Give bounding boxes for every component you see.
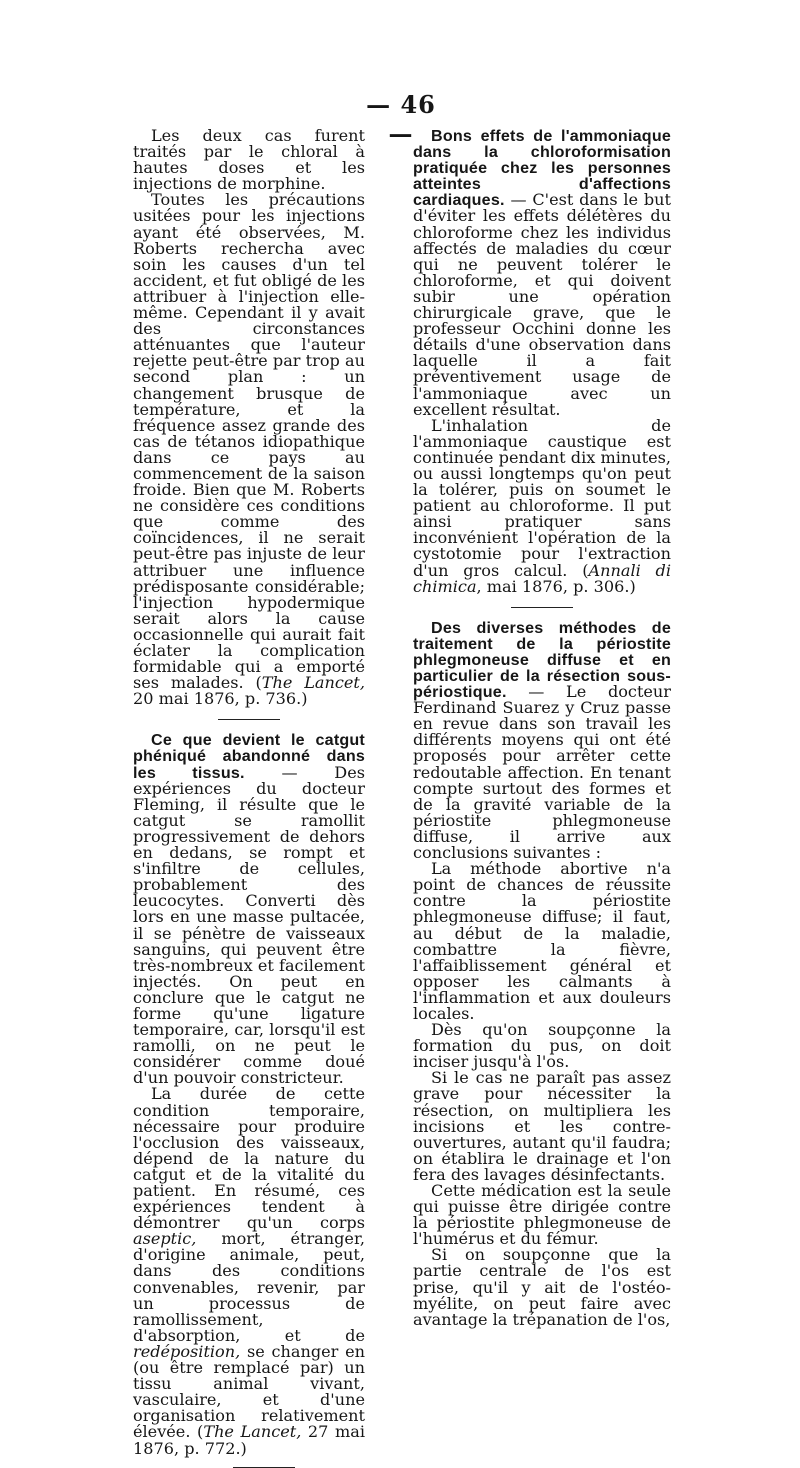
left-column [133,128,365,1468]
paragraph-text: Toutes les précautions usitées pour les injections ayant été observées, M. Roberts rechercha avec soin les causes d'un tel accident, et fut obligé de les attribuer à l'injection elle-même. Cependant il y avait des circonstances atténuantes que l'auteur rejette peut-être par trop au second plan : un changement brusque de température, et la fréquence assez grande des cas de tétanos idiopathique dans ce pays au commencement de la saison froide. Bien que M. Roberts ne considère ces conditions que comme des coïncidences, il ne serait peut-être pas injuste de leur attribuer une influence prédisposante considérable; l'injection hypodermique serait alors la cause occasionnelle qui aurait fait éclater la complication formidable qui a emporté ses malades. [133,190,365,693]
paragraph-text: L'inhalation de l'ammoniaque caustique est continuée pendant dix minutes, ou aussi longtemps qu'on peut la tolérer, puis on soumet le patient au chloroforme. Il put ainsi pratiquer sans inconvénient l'opération de la cystotomie pour l'extraction d'un gros calcul. [413,415,671,580]
article-title: Bons effets de l'ammoniaque dans la chloroformisation pratiquée chez les personnes atteintes d'affections cardiaques. [413,127,671,210]
paragraph: La durée de cette condition temporaire, nécessaire pour produire l'occlusion des vaisseaux, dépend de la nature du catgut et de la vitalité du patient. En résumé, ces expériences tendent à démontrer qu'un corps aseptic, mort, étranger, d'origine animale, peut, dans des conditions convenables, revenir, par un processus de ramollissement, d'absorption, et de redéposition, se changer en (ou être remplacé par) un tissu animal vivant, vasculaire, et d'une organisation relativement élevée. (The Lancet, 27 mai 1876, p. 772.) [133,1084,365,1458]
paragraph: La méthode abortive n'a point de chances de réussite contre la périostite phlegmoneuse diffuse; il faut, au début de la maladie, combattre la fièvre, l'affaiblissement général et opposer les calmants à l'inflammation et aux douleurs locales. [413,859,671,1023]
paragraph: Si on soupçonne que la partie centrale de l'os est prise, qu'il y ait de l'ostéo-myélite, on peut faire avec avantage la trépanation de l'os, [413,1245,671,1329]
paragraph: Cette médication est la seule qui puisse être dirigée contre la périostite phlegmoneuse de l'humérus et du fémur. [413,1181,671,1249]
section-divider [511,607,573,608]
article-text: — C'est dans le but d'éviter les effets délétères du chloroforme chez les individus affectés de maladies du cœur qui ne peuvent tolérer le chloroforme, et qui doivent subir une opération chirurgicale grave, que le professeur Occhini donne les détails d'une observation dans laquelle il a fait préventivement usage de l'ammoniaque avec un excellent résultat. [413,190,672,419]
paragraph: L'inhalation de l'ammoniaque caustique est continuée pendant dix minutes, ou aussi longtemps qu'on peut la tolérer, puis on soumet le patient au chloroforme. Il put ainsi pratiquer sans inconvénient l'opération de la cystotomie pour l'extraction d'un gros calcul. (Annali di chimica, mai 1876, p. 306.) [413,415,671,596]
paragraph: Les deux cas furent traités par le chloral à hautes doses et les injections de morphine. [133,126,365,194]
section-divider [233,1467,295,1468]
article-text: — Des expériences du docteur Fleming, il résulte que le catgut se ramollit progressivement de dehors en dedans, se rompt et s'infiltre de cellules, probablement des leucocytes. Converti dès lors en une masse pultacée, il se pénètre de vaisseaux sanguins, qui peuvent être très-nombreux et facilement injectés. On peut en conclure que le catgut ne forme qu'une ligature temporaire, car, lorsqu'il est ramolli, on ne peut le considérer comme doué d'un pouvoir constricteur. [133,762,365,1088]
paragraph-text: La durée de cette condition temporaire, nécessaire pour produire l'occlusion des vaisseaux, dépend de la nature du catgut et de la vitalité du patient. En résumé, ces expériences tendent à démontrer qu'un corps [133,1084,365,1233]
paragraph: Dès qu'on soupçonne la formation du pus, on doit inciser jusqu'à l'os. [413,1020,671,1072]
paragraph-text: se changer en (ou être remplacé par) un tissu animal vivant, vasculaire, et d'une organisation relativement élevée. [133,1341,365,1442]
citation-journal: The Lancet, [203,1422,302,1442]
article [413,620,671,861]
citation-details: , mai 1876, p. 306.) [476,576,636,596]
article [413,128,671,418]
italic-term: redéposition, [133,1341,241,1361]
paragraph: Si le cas ne paraît pas assez grave pour nécessiter la résection, on multipliera les incisions et les contre-ouvertures, autant qu'il faudra; on établira le drainage et l'on fera des lavages désinfectants. [413,1068,671,1184]
citation-details: 27 mai 1876, p. 772.) [133,1422,365,1458]
paragraph: Toutes les précautions usitées pour les injections ayant été observées, M. Roberts rechercha avec soin les causes d'un tel accident, et fut obligé de les attribuer à l'injection elle-même. Cependant il y avait des circonstances atténuantes que l'auteur rejette peut-être par trop au second plan : un changement brusque de température, et la fréquence assez grande des cas de tétanos idiopathique dans ce pays au commencement de la saison froide. Bien que M. Roberts ne considère ces conditions que comme des coïncidences, il ne serait peut-être pas injuste de leur attribuer une influence prédisposante considérable; l'injection hypodermique serait alors la cause occasionnelle qui aurait fait éclater la complication formidable qui a emporté ses malades. (The Lancet, 20 mai 1876, p. 736.) [133,190,365,709]
citation-details: 20 mai 1876, p. 736.) [133,689,308,709]
article-title: Des diverses méthodes de traitement de la périostite phlegmoneuse diffuse et en particulier de la résection sous-périostique. [413,618,671,702]
section-divider [218,719,280,720]
page-number: — 46 — [366,90,436,148]
right-column [413,128,671,1328]
article-text: — Le docteur Ferdinand Suarez y Cruz passe en revue dans son travail les différents moyens qui ont été proposés pour arrêter cette redoutable affection. En tenant compte surtout des formes et de la gravité variable de la périostite phlegmoneuse diffuse, il arrive aux conclusions suivantes : [413,682,671,863]
article-title: Ce que devient le catgut phéniqué abandonné dans les tissus. [133,731,365,782]
citation-journal: The Lancet, [261,673,365,693]
italic-term: aseptic, [133,1229,197,1249]
paragraph-text: mort, étranger, d'origine animale, peut, dans des conditions convenables, revenir, par un processus de ramollissement, d'absorption, et de [133,1229,365,1345]
article [133,732,365,1086]
citation-journal: Annali di chimica [413,560,671,596]
